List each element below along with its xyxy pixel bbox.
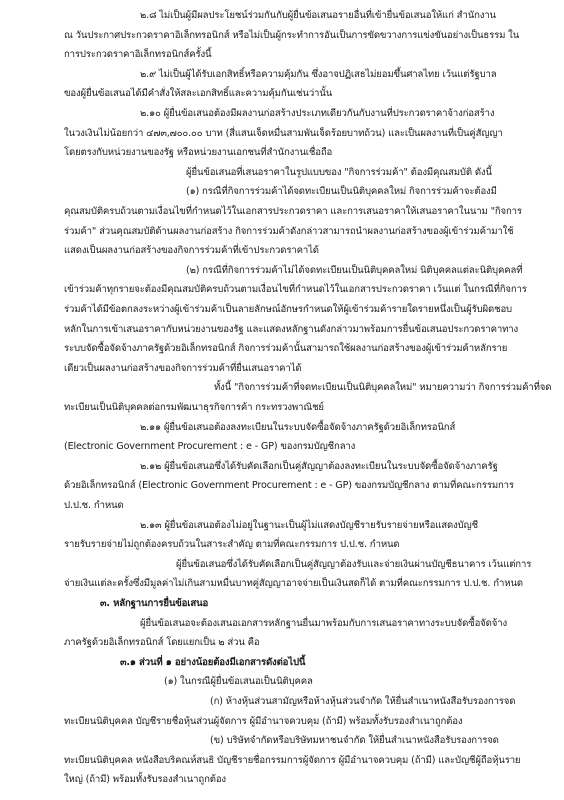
item-a-partnership-line-1: (ก) ห้างหุ้นส่วนสามัญหรือห้างหุ้นส่วนจำกัด ให้ยื่นสำเนาหนังสือรับรองการจด xyxy=(210,696,516,707)
bank-account-line-1: ผู้ยื่นข้อเสนอซึ่งได้รับคัดเลือกเป็นคู่สัญญาต้องรับและจ่ายเงินผ่านบัญชีธนาคาร เว้นแต่การ xyxy=(176,558,532,570)
jv-case-2-line-2: เข้าร่วมค้าทุกรายจะต้องมีคุณสมบัติครบถ้วนตามเงื่อนไขที่กำหนดไว้ในเอกสารประกวดราคา เว้นแต่ ในกรณีที่กิจการ xyxy=(64,284,527,296)
clause-2-9-line-1: ๒.๙ ไม่เป็นผู้ได้รับเอกสิทธิ์หรือความคุ้มกัน ซึ่งอาจปฏิเสธไม่ยอมขึ้นศาลไทย เว้นแต่รัฐบาล xyxy=(140,68,497,80)
clause-2-9-line-2: ของผู้ยื่นข้อเสนอได้มีคำสั่งให้สละเอกสิทธิ์และความคุ้มกันเช่นว่านั้น xyxy=(64,88,333,100)
section-3-intro-line-1: ผู้ยื่นข้อเสนอจะต้องเสนอเอกสารหลักฐานยื่นมาพร้อมกับการเสนอราคาทางระบบจัดซื้อจัดจ้าง xyxy=(140,617,507,629)
jv-case-1-line-2: คุณสมบัติครบถ้วนตามเงื่อนไขที่กำหนดไว้ในเอกสารประกวดราคา และการเสนอราคาให้เสนอราคาในนาม "กิจการ xyxy=(64,206,522,217)
clause-2-8-line-1: ๒.๘ ไม่เป็นผู้มีผลประโยชน์ร่วมกันกับผู้ยื่นข้อเสนอรายอื่นที่เข้ายื่นข้อเสนอให้แก่ สำนักงาน xyxy=(140,10,496,21)
clause-2-12-line-3: ป.ป.ช. กำหนด xyxy=(64,500,124,511)
jv-case-1-line-3: ร่วมค้า" ส่วนคุณสมบัติด้านผลงานก่อสร้าง กิจการร่วมค้าดังกล่าวสามารถนำผลงานก่อสร้างของผู้เข้าร่วมค้ามาใช้ xyxy=(64,225,514,237)
clause-2-13-line-2: รายรับรายจ่ายไม่ถูกต้องครบถ้วนในสาระสำคัญ ตามที่คณะกรรมการ ป.ป.ช. กำหนด xyxy=(64,539,400,551)
jv-case-2-line-4: หลักในการเข้าเสนอราคากับหน่วยงานของรัฐ และแสดงหลักฐานดังกล่าวมาพร้อมการยื่นข้อเสนอประกวดราคาทาง xyxy=(64,323,519,335)
bank-account-line-2: จ่ายเงินแต่ละครั้งซึ่งมีมูลค่าไม่เกินสามหมื่นบาทคู่สัญญาอาจจ่ายเป็นเงินสดก็ได้ ตามที่คณะกรรมการ ป.ป.ช. กำหนด xyxy=(64,578,523,590)
item-b-company-line-1: (ข) บริษัทจำกัดหรือบริษัทมหาชนจำกัด ให้ยื่นสำเนาหนังสือรับรองการจด xyxy=(210,735,499,747)
item-b-company-line-2: ทะเบียนนิติบุคคล หนังสือบริคณห์สนธิ บัญชีรายชื่อกรรมการผู้จัดการ ผู้มีอำนาจควบคุม (ถ้ามี) และบัญชีผู้ถือหุ้นราย xyxy=(64,754,521,766)
section-3-heading: ๓. หลักฐานการยื่นข้อเสนอ xyxy=(100,598,209,609)
clause-2-10-line-3: โดยตรงกับหน่วยงานของรัฐ หรือหน่วยงานเอกชนที่สำนักงานเชื่อถือ xyxy=(64,147,333,159)
jv-case-2-line-1: (๒) กรณีที่กิจการร่วมค้าไม่ได้จดทะเบียนเป็นนิติบุคคลใหม่ นิติบุคคลแต่ละนิติบุคคลที่ xyxy=(186,264,523,276)
clause-2-8-line-2: ณ วันประกาศประกวดราคาอิเล็กทรอนิกส์ หรือไม่เป็นผู้กระทำการอันเป็นการขัดขวางการแข่งขันอย่างเป็นธรรม ใน xyxy=(64,29,520,41)
jv-definition-line-2: ทะเบียนเป็นนิติบุคคลต่อกรมพัฒนาธุรกิจการค้า กระทรวงพาณิชย์ xyxy=(64,402,324,413)
item-a-partnership-line-2: ทะเบียนนิติบุคคล บัญชีรายชื่อหุ้นส่วนผู้จัดการ ผู้มีอำนาจควบคุม (ถ้ามี) พร้อมทั้งรับรองสำเนาถูกต้อง xyxy=(64,715,463,727)
clause-2-12-line-1: ๒.๑๒ ผู้ยื่นข้อเสนอซึ่งได้รับคัดเลือกเป็นคู่สัญญาต้องลงทะเบียนในระบบจัดซื้อจัดจ้างภาครัฐ xyxy=(140,460,498,472)
jv-case-1-line-1: (๑) กรณีที่กิจการร่วมค้าได้จดทะเบียนเป็นนิติบุคคลใหม่ กิจการร่วมค้าจะต้องมี xyxy=(186,186,497,198)
item-1-juristic-person: (๑) ในกรณีผู้ยื่นข้อเสนอเป็นนิติบุคคล xyxy=(164,676,313,688)
clause-2-8-line-3: การประกวดราคาอิเล็กทรอนิกส์ครั้งนี้ xyxy=(64,49,212,61)
clause-2-11-line-1: ๒.๑๑ ผู้ยื่นข้อเสนอต้องลงทะเบียนในระบบจัดซื้อจัดจ้างภาครัฐด้วยอิเล็กทรอนิกส์ xyxy=(140,421,456,433)
section-3-1-heading: ๓.๑ ส่วนที่ ๑ อย่างน้อยต้องมีเอกสารดังต่อไปนี้ xyxy=(120,656,306,668)
clause-2-13-line-1: ๒.๑๓ ผู้ยื่นข้อเสนอต้องไม่อยู่ในฐานะเป็นผู้ไม่แสดงบัญชีรายรับรายจ่ายหรือแสดงบัญชี xyxy=(140,519,478,531)
clause-2-11-line-2: (Electronic Government Procurement : e - GP) ของกรมบัญชีกลาง xyxy=(64,441,356,453)
clause-2-12-line-2: ด้วยอิเล็กทรอนิกส์ (Electronic Government Procurement : e - GP) ของกรมบัญชีกลาง ตามที่คณะกรรมการ xyxy=(64,480,514,492)
jv-case-2-line-6: เดียวเป็นผลงานก่อสร้างของกิจการร่วมค้าที่ยื่นเสนอราคาได้ xyxy=(64,362,302,374)
joint-venture-intro: ผู้ยื่นข้อเสนอที่เสนอราคาในรูปแบบของ "กิจการร่วมค้า" ต้องมีคุณสมบัติ ดังนี้ xyxy=(186,166,492,178)
item-b-company-line-3: ใหญ่ (ถ้ามี) พร้อมทั้งรับรองสำเนาถูกต้อง xyxy=(64,774,226,786)
jv-case-2-line-3: ร่วมค้าได้มีข้อตกลงระหว่างผู้เข้าร่วมค้าเป็นลายลักษณ์อักษรกำหนดให้ผู้เข้าร่วมค้ารายใดรายหนึ่งเป็นผู้รับผิดชอบ xyxy=(64,304,512,315)
clause-2-10-line-2: ในวงเงินไม่น้อยกว่า ๔๗๓,๗๐๐.๐๐ บาท (สี่แสนเจ็ดหมื่นสามพันเจ็ดร้อยบาทถ้วน) และเป็นผลงานที่เป็นคู่สัญญา xyxy=(64,127,503,139)
section-3-intro-line-2: ภาครัฐด้วยอิเล็กทรอนิกส์ โดยแยกเป็น ๒ ส่วน คือ xyxy=(64,637,260,649)
jv-definition-line-1: ทั้งนี้ "กิจการร่วมค้าที่จดทะเบียนเป็นนิติบุคคลใหม่" หมายความว่า กิจการร่วมค้าที่จด xyxy=(214,382,552,394)
jv-case-1-line-4: แสดงเป็นผลงานก่อสร้างของกิจการร่วมค้าที่เข้าประกวดราคาได้ xyxy=(64,245,319,257)
clause-2-10-line-1: ๒.๑๐ ผู้ยื่นข้อเสนอต้องมีผลงานก่อสร้างประเภทเดียวกันกับงานที่ประกวดราคาจ้างก่อสร้าง xyxy=(140,108,495,119)
jv-case-2-line-5: ระบบจัดซื้อจัดจ้างภาครัฐด้วยอิเล็กทรอนิกส์ กิจการร่วมค้านั้นสามารถใช้ผลงานก่อสร้างของผู้เข้าร่วมค้าหลักราย xyxy=(64,343,508,355)
